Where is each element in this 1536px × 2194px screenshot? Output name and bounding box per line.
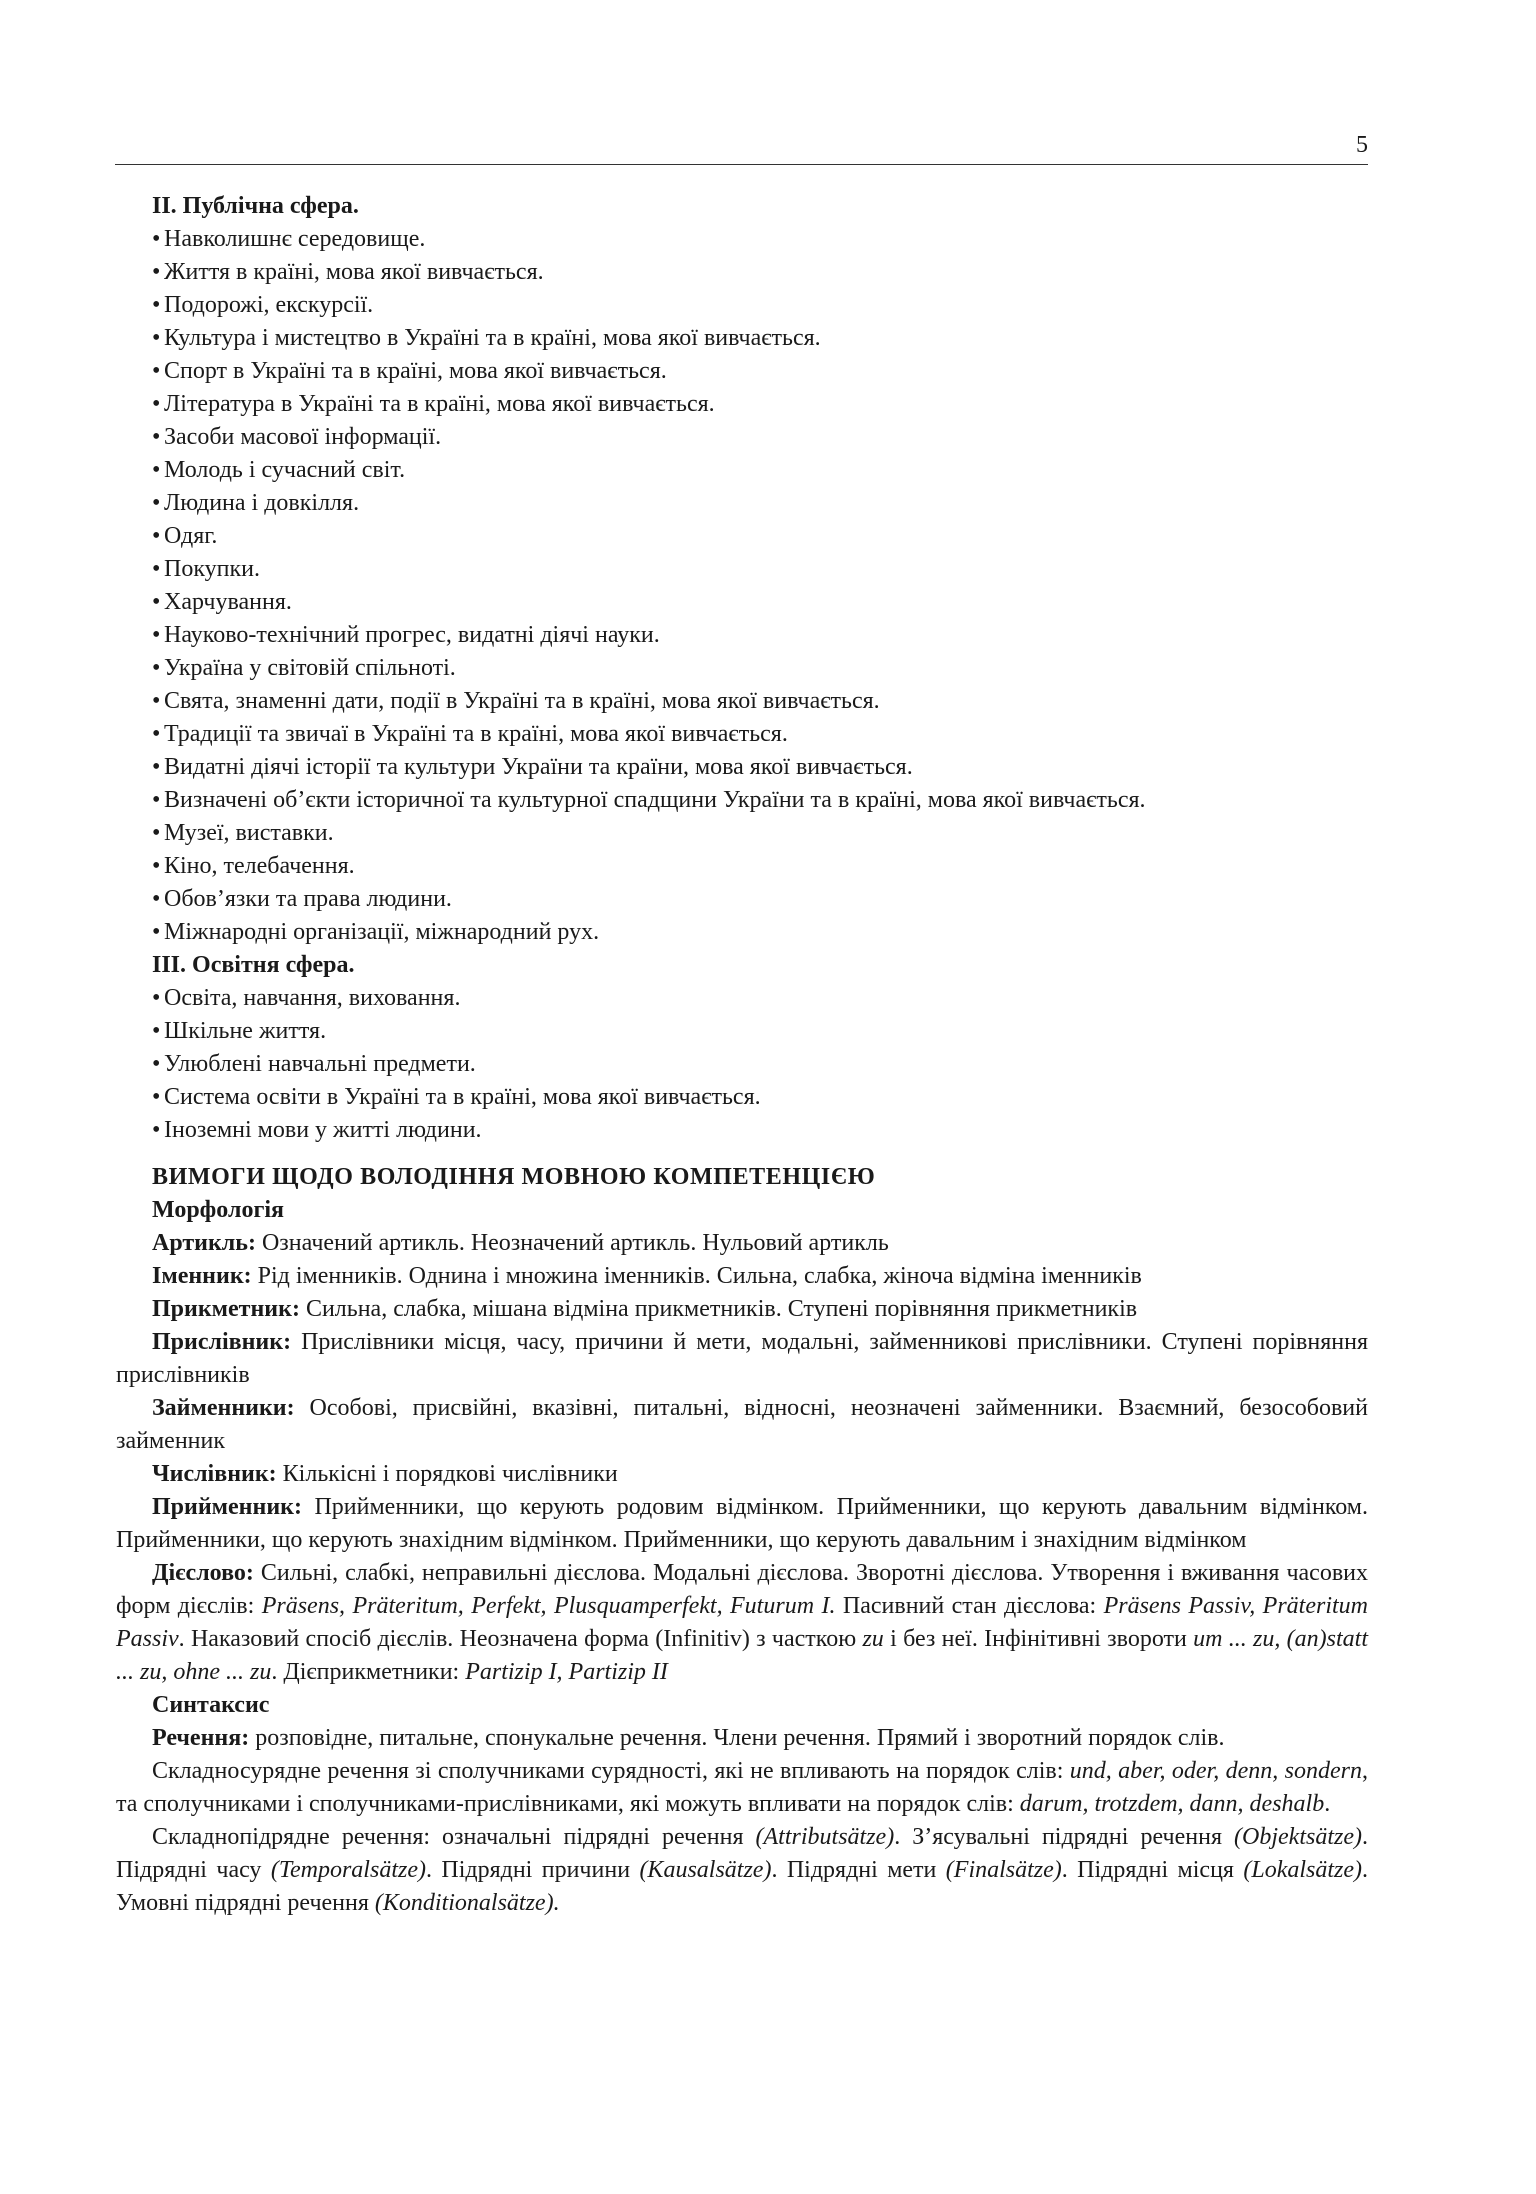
article-paragraph: Артикль: Означений артикль. Неозначений артикль. Нульовий артикль <box>152 1230 889 1256</box>
list-item: • Одяг. <box>152 523 218 549</box>
list-item: • Людина і довкілля. <box>152 490 360 516</box>
list-item: • Музеї, виставки. <box>152 820 334 846</box>
list-item: • Подорожі, екскурсії. <box>152 292 374 318</box>
list-item: • Спорт в Україні та в країні, мова якої вивчається. <box>152 358 667 384</box>
adjective-paragraph: Прикметник: Сильна, слабка, мішана відміна прикметників. Ступені порівняння прикметників <box>152 1296 1138 1322</box>
public-topics-list <box>116 223 1368 949</box>
page-content <box>116 190 1368 1920</box>
list-item: • Навколишнє середовище. <box>152 226 426 252</box>
list-item: • Покупки. <box>152 556 260 582</box>
header-rule <box>115 164 1368 165</box>
compound-sentence-paragraph: Складносурядне речення зі сполучниками сурядності, які не впливають на порядок слів: und, aber, oder, denn, sondern, та сполучниками і сполучниками-прислівниками, які можуть впливати на порядок слів: darum, trotzdem, dann, deshalb. <box>116 1758 1368 1817</box>
verb-paragraph: Дієслово: Сильні, слабкі, неправильні дієслова. Модальні дієслова. Зворотні дієслова. Утворення і вживання часових форм дієслів: Präsens, Präteritum, Perfekt, Plusquamperfekt, Futurum I. Пасивний стан дієслова: Präsens Passiv, Präteritum Passiv. Наказовий спосіб дієслів. Неозначена форма (Infinitiv) з часткою zu і без неї. Інфінітивні звороти um ... zu, (an)statt ... zu, ohne ... zu. Дієприкметники: Partizip I, Partizip II <box>116 1560 1369 1685</box>
list-item: • Культура і мистецтво в Україні та в країні, мова якої вивчається. <box>152 325 821 351</box>
section-title-public: II. Публічна сфера. <box>152 193 359 219</box>
noun-paragraph: Іменник: Рід іменників. Однина і множина іменників. Сильна, слабка, жіноча відміна іменників <box>152 1263 1142 1289</box>
list-item: • Харчування. <box>152 589 292 615</box>
pronoun-paragraph: Займенники: Особові, присвійні, вказівні, питальні, відносні, неозначені займенники. Взаємний, безособовий займенник <box>116 1395 1368 1454</box>
list-item: • Іноземні мови у житті людини. <box>152 1117 482 1143</box>
list-item: • Свята, знаменні дати, події в Україні та в країні, мова якої вивчається. <box>152 688 880 714</box>
preposition-paragraph: Прийменник: Прийменники, що керують родовим відмінком. Прийменники, що керують давальним відмінком. Прийменники, що керують знахідним відмінком. Прийменники, що керують давальним і знахідним відмінком <box>116 1494 1368 1553</box>
list-item: • Засоби масової інформації. <box>152 424 442 450</box>
list-item: • Література в Україні та в країні, мова якої вивчається. <box>152 391 715 417</box>
page-number: 5 <box>1356 132 1368 158</box>
sentence-paragraph: Речення: розповідне, питальне, спонукальне речення. Члени речення. Прямий і зворотний порядок слів. <box>152 1725 1225 1751</box>
list-item: • Система освіти в Україні та в країні, мова якої вивчається. <box>152 1084 761 1110</box>
education-topics-list <box>116 982 1368 1147</box>
requirements-title: ВИМОГИ ЩОДО ВОЛОДІННЯ МОВНОЮ КОМПЕТЕНЦІЄЮ <box>152 1164 876 1190</box>
list-item: • Життя в країні, мова якої вивчається. <box>152 259 544 285</box>
adverb-paragraph: Прислівник: Прислівники місця, часу, причини й мети, модальні, займенникові прислівники. Ступені порівняння прислівників <box>116 1329 1368 1388</box>
list-item: • Кіно, телебачення. <box>152 853 355 879</box>
list-item: • Міжнародні організації, міжнародний рух. <box>152 919 600 945</box>
list-item: • Улюблені навчальні предмети. <box>152 1051 476 1077</box>
list-item: • Обов’язки та права людини. <box>152 886 452 912</box>
list-item: • Молодь і сучасний світ. <box>152 457 406 483</box>
list-item: • Традиції та звичаї в Україні та в країні, мова якої вивчається. <box>152 721 788 747</box>
list-item: • Україна у світовій спільноті. <box>152 655 456 681</box>
list-item: • Науково-технічний прогрес, видатні діячі науки. <box>152 622 660 648</box>
morphology-title: Морфологія <box>152 1197 284 1223</box>
syntax-title: Синтаксис <box>152 1692 270 1718</box>
numeral-paragraph: Числівник: Кількісні і порядкові числівники <box>152 1461 618 1487</box>
list-item: • Визначені об’єкти історичної та культурної спадщини України та в країні, мова якої вивчається. <box>152 787 1146 813</box>
list-item: • Освіта, навчання, виховання. <box>152 985 461 1011</box>
complex-sentence-paragraph: Складнопідрядне речення: означальні підрядні речення (Attributsätze). З’ясувальні підрядні речення (Objektsätze). Підрядні часу (Temporalsätze). Підрядні причини (Kausalsätze). Підрядні мети (Finalsätze). Підрядні місця (Lokalsätze). Умовні підрядні речення (Konditionalsätze). <box>116 1824 1369 1916</box>
list-item: • Шкільне життя. <box>152 1018 327 1044</box>
list-item: • Видатні діячі історії та культури України та країни, мова якої вивчається. <box>152 754 913 780</box>
section-title-education: III. Освітня сфера. <box>152 952 355 978</box>
